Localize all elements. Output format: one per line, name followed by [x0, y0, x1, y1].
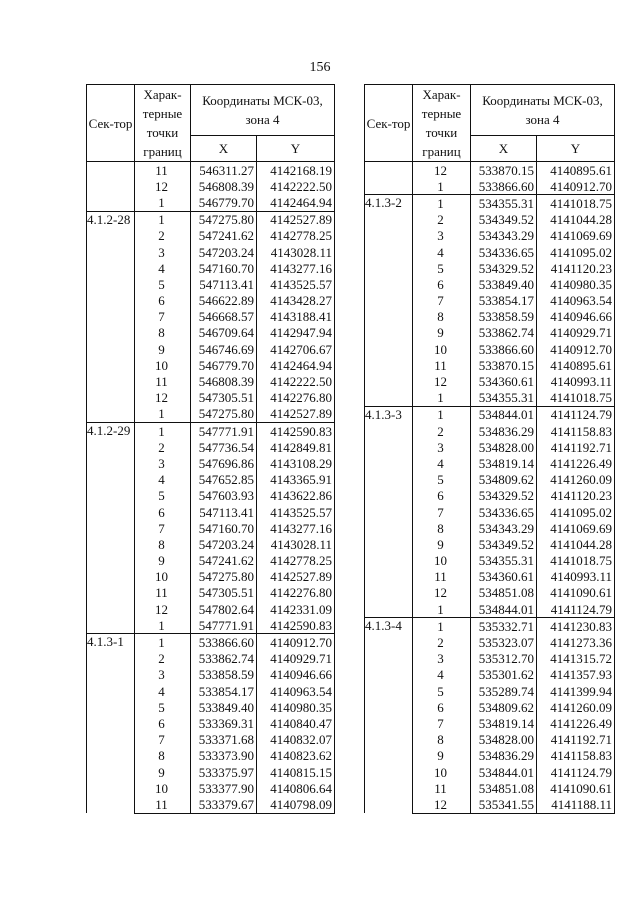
sector-cell: 4.1.3-4 — [365, 618, 413, 813]
header-sector: Сек-тор — [365, 85, 413, 162]
point-cell: 10 — [135, 569, 191, 585]
y-coordinate-cell: 4143028.11 — [257, 244, 335, 260]
point-cell: 11 — [135, 373, 191, 389]
point-cell: 3 — [135, 667, 191, 683]
x-coordinate-cell: 547696.86 — [191, 455, 257, 471]
y-coordinate-cell: 4140980.35 — [537, 276, 615, 292]
x-coordinate-cell: 533870.15 — [471, 162, 537, 179]
point-cell: 1 — [413, 618, 471, 635]
y-coordinate-cell: 4141018.75 — [537, 390, 615, 407]
x-coordinate-cell: 533373.90 — [191, 748, 257, 764]
sector-cell — [365, 162, 413, 195]
point-cell: 1 — [135, 406, 191, 423]
y-coordinate-cell: 4140946.66 — [257, 667, 335, 683]
point-cell: 5 — [135, 488, 191, 504]
point-cell: 12 — [135, 178, 191, 194]
point-cell: 9 — [413, 325, 471, 341]
x-coordinate-cell: 533849.40 — [191, 699, 257, 715]
point-cell: 12 — [135, 601, 191, 617]
x-coordinate-cell: 547275.80 — [191, 211, 257, 228]
x-coordinate-cell: 534844.01 — [471, 764, 537, 780]
x-coordinate-cell: 534851.08 — [471, 780, 537, 796]
y-coordinate-cell: 4141399.94 — [537, 683, 615, 699]
x-coordinate-cell: 535332.71 — [471, 618, 537, 635]
y-coordinate-cell: 4141095.02 — [537, 504, 615, 520]
point-cell: 7 — [413, 293, 471, 309]
y-coordinate-cell: 4142464.94 — [257, 194, 335, 211]
point-cell: 4 — [413, 667, 471, 683]
y-coordinate-cell: 4141044.28 — [537, 536, 615, 552]
x-coordinate-cell: 533371.68 — [191, 732, 257, 748]
table-row — [87, 423, 335, 440]
point-cell: 1 — [413, 390, 471, 407]
y-coordinate-cell: 4141315.72 — [537, 651, 615, 667]
point-cell: 10 — [135, 357, 191, 373]
point-cell: 11 — [135, 796, 191, 813]
x-coordinate-cell: 534329.52 — [471, 260, 537, 276]
y-coordinate-cell: 4140912.70 — [257, 634, 335, 651]
x-coordinate-cell: 534349.52 — [471, 536, 537, 552]
y-coordinate-cell: 4140993.11 — [537, 373, 615, 389]
point-cell: 2 — [413, 634, 471, 650]
y-coordinate-cell: 4142222.50 — [257, 373, 335, 389]
x-coordinate-cell: 533377.90 — [191, 780, 257, 796]
y-coordinate-cell: 4141158.83 — [537, 748, 615, 764]
y-coordinate-cell: 4141226.49 — [537, 715, 615, 731]
x-coordinate-cell: 535312.70 — [471, 651, 537, 667]
point-cell: 2 — [135, 439, 191, 455]
y-coordinate-cell: 4140963.54 — [257, 683, 335, 699]
x-coordinate-cell: 546746.69 — [191, 341, 257, 357]
point-cell: 9 — [413, 748, 471, 764]
x-coordinate-cell: 546808.39 — [191, 373, 257, 389]
y-coordinate-cell: 4141069.69 — [537, 228, 615, 244]
y-coordinate-cell: 4141095.02 — [537, 244, 615, 260]
point-cell: 10 — [413, 341, 471, 357]
y-coordinate-cell: 4142331.09 — [257, 601, 335, 617]
point-cell: 6 — [413, 276, 471, 292]
y-coordinate-cell: 4141018.75 — [537, 553, 615, 569]
sector-cell — [87, 162, 135, 212]
header-points: Харак-терные точки границ — [413, 85, 471, 162]
point-cell: 1 — [135, 211, 191, 228]
y-coordinate-cell: 4141124.79 — [537, 601, 615, 618]
point-cell: 8 — [135, 536, 191, 552]
x-coordinate-cell: 533854.17 — [471, 293, 537, 309]
x-coordinate-cell: 533854.17 — [191, 683, 257, 699]
y-coordinate-cell: 4143428.27 — [257, 293, 335, 309]
point-cell: 2 — [413, 212, 471, 228]
x-coordinate-cell: 546779.70 — [191, 357, 257, 373]
y-coordinate-cell: 4140929.71 — [537, 325, 615, 341]
point-cell: 12 — [413, 796, 471, 813]
x-coordinate-cell: 547160.70 — [191, 520, 257, 536]
point-cell: 5 — [413, 260, 471, 276]
y-coordinate-cell: 4143622.86 — [257, 488, 335, 504]
y-coordinate-cell: 4143277.16 — [257, 260, 335, 276]
header-coordinates: Координаты МСК-03, зона 4 — [191, 85, 335, 136]
point-cell: 7 — [135, 309, 191, 325]
x-coordinate-cell: 534355.31 — [471, 390, 537, 407]
y-coordinate-cell: 4142778.25 — [257, 228, 335, 244]
x-coordinate-cell: 533369.31 — [191, 715, 257, 731]
y-coordinate-cell: 4141260.09 — [537, 472, 615, 488]
x-coordinate-cell: 534336.65 — [471, 504, 537, 520]
y-coordinate-cell: 4141273.36 — [537, 634, 615, 650]
header-coordinates: Координаты МСК-03, зона 4 — [471, 85, 615, 136]
point-cell: 3 — [413, 439, 471, 455]
x-coordinate-cell: 547241.62 — [191, 228, 257, 244]
y-coordinate-cell: 4141124.79 — [537, 406, 615, 423]
point-cell: 9 — [135, 341, 191, 357]
point-cell: 9 — [413, 536, 471, 552]
header-y: Y — [537, 135, 615, 161]
x-coordinate-cell: 534809.62 — [471, 699, 537, 715]
x-coordinate-cell: 534336.65 — [471, 244, 537, 260]
y-coordinate-cell: 4141260.09 — [537, 699, 615, 715]
point-cell: 6 — [413, 488, 471, 504]
point-cell: 11 — [135, 162, 191, 179]
point-cell: 1 — [135, 634, 191, 651]
point-cell: 1 — [135, 194, 191, 211]
table-row — [365, 406, 615, 423]
x-coordinate-cell: 533866.60 — [471, 341, 537, 357]
point-cell: 10 — [135, 780, 191, 796]
point-cell: 8 — [413, 520, 471, 536]
x-coordinate-cell: 534343.29 — [471, 228, 537, 244]
y-coordinate-cell: 4142947.94 — [257, 325, 335, 341]
table-row — [87, 634, 335, 651]
y-coordinate-cell: 4140963.54 — [537, 293, 615, 309]
y-coordinate-cell: 4140806.64 — [257, 780, 335, 796]
x-coordinate-cell: 534828.00 — [471, 439, 537, 455]
x-coordinate-cell: 547802.64 — [191, 601, 257, 617]
x-coordinate-cell: 534355.31 — [471, 553, 537, 569]
point-cell: 3 — [413, 651, 471, 667]
point-cell: 2 — [413, 423, 471, 439]
x-coordinate-cell: 547771.91 — [191, 617, 257, 634]
point-cell: 3 — [413, 228, 471, 244]
table-body — [87, 162, 335, 814]
point-cell: 12 — [413, 585, 471, 601]
x-coordinate-cell: 534360.61 — [471, 569, 537, 585]
x-coordinate-cell: 534844.01 — [471, 601, 537, 618]
y-coordinate-cell: 4141192.71 — [537, 732, 615, 748]
x-coordinate-cell: 535341.55 — [471, 796, 537, 813]
y-coordinate-cell: 4141090.61 — [537, 585, 615, 601]
point-cell: 6 — [135, 715, 191, 731]
x-coordinate-cell: 533866.60 — [471, 178, 537, 195]
table-row — [87, 211, 335, 228]
point-cell: 11 — [413, 357, 471, 373]
x-coordinate-cell: 547275.80 — [191, 569, 257, 585]
y-coordinate-cell: 4140912.70 — [537, 341, 615, 357]
point-cell: 5 — [135, 276, 191, 292]
x-coordinate-cell: 547113.41 — [191, 276, 257, 292]
x-coordinate-cell: 534851.08 — [471, 585, 537, 601]
table-row — [365, 618, 615, 635]
point-cell: 9 — [135, 764, 191, 780]
y-coordinate-cell: 4141158.83 — [537, 423, 615, 439]
point-cell: 10 — [413, 553, 471, 569]
header-x: X — [191, 135, 257, 161]
point-cell: 4 — [135, 260, 191, 276]
point-cell: 2 — [135, 651, 191, 667]
table-body — [365, 162, 615, 814]
y-coordinate-cell: 4142778.25 — [257, 553, 335, 569]
x-coordinate-cell: 534355.31 — [471, 195, 537, 212]
point-cell: 4 — [135, 472, 191, 488]
y-coordinate-cell: 4140895.61 — [537, 162, 615, 179]
point-cell: 7 — [135, 732, 191, 748]
x-coordinate-cell: 533375.97 — [191, 764, 257, 780]
x-coordinate-cell: 547203.24 — [191, 536, 257, 552]
point-cell: 7 — [135, 520, 191, 536]
x-coordinate-cell: 547305.51 — [191, 585, 257, 601]
table-row — [365, 162, 615, 179]
point-cell: 5 — [135, 699, 191, 715]
x-coordinate-cell: 546622.89 — [191, 293, 257, 309]
y-coordinate-cell: 4142168.19 — [257, 162, 335, 179]
y-coordinate-cell: 4143108.29 — [257, 455, 335, 471]
y-coordinate-cell: 4142222.50 — [257, 178, 335, 194]
x-coordinate-cell: 535301.62 — [471, 667, 537, 683]
x-coordinate-cell: 533858.59 — [471, 309, 537, 325]
y-coordinate-cell: 4142590.83 — [257, 617, 335, 634]
y-coordinate-cell: 4143525.57 — [257, 276, 335, 292]
x-coordinate-cell: 534836.29 — [471, 423, 537, 439]
point-cell: 6 — [413, 699, 471, 715]
y-coordinate-cell: 4143525.57 — [257, 504, 335, 520]
x-coordinate-cell: 547652.85 — [191, 472, 257, 488]
coordinates-table-right — [364, 84, 615, 814]
point-cell: 1 — [413, 178, 471, 195]
y-coordinate-cell: 4141188.11 — [537, 796, 615, 813]
x-coordinate-cell: 546779.70 — [191, 194, 257, 211]
point-cell: 1 — [135, 423, 191, 440]
point-cell: 9 — [135, 553, 191, 569]
x-coordinate-cell: 534819.14 — [471, 715, 537, 731]
x-coordinate-cell: 547603.93 — [191, 488, 257, 504]
header-sector: Сек-тор — [87, 85, 135, 162]
y-coordinate-cell: 4141120.23 — [537, 260, 615, 276]
x-coordinate-cell: 547275.80 — [191, 406, 257, 423]
point-cell: 6 — [135, 293, 191, 309]
point-cell: 12 — [413, 373, 471, 389]
x-coordinate-cell: 547203.24 — [191, 244, 257, 260]
y-coordinate-cell: 4141192.71 — [537, 439, 615, 455]
x-coordinate-cell: 534349.52 — [471, 212, 537, 228]
point-cell: 1 — [135, 617, 191, 634]
y-coordinate-cell: 4142276.80 — [257, 390, 335, 406]
x-coordinate-cell: 546668.57 — [191, 309, 257, 325]
x-coordinate-cell: 547771.91 — [191, 423, 257, 440]
y-coordinate-cell: 4142706.67 — [257, 341, 335, 357]
y-coordinate-cell: 4140823.62 — [257, 748, 335, 764]
sector-cell: 4.1.3-3 — [365, 406, 413, 617]
header-x: X — [471, 135, 537, 161]
x-coordinate-cell: 533858.59 — [191, 667, 257, 683]
y-coordinate-cell: 4142527.89 — [257, 406, 335, 423]
point-cell: 6 — [135, 504, 191, 520]
x-coordinate-cell: 533862.74 — [191, 651, 257, 667]
y-coordinate-cell: 4142849.81 — [257, 439, 335, 455]
x-coordinate-cell: 534360.61 — [471, 373, 537, 389]
y-coordinate-cell: 4140895.61 — [537, 357, 615, 373]
sector-cell: 4.1.2-29 — [87, 423, 135, 634]
table-row — [87, 162, 335, 179]
y-coordinate-cell: 4142590.83 — [257, 423, 335, 440]
point-cell: 11 — [135, 585, 191, 601]
x-coordinate-cell: 534329.52 — [471, 488, 537, 504]
point-cell: 8 — [135, 748, 191, 764]
y-coordinate-cell: 4140815.15 — [257, 764, 335, 780]
x-coordinate-cell: 535289.74 — [471, 683, 537, 699]
x-coordinate-cell: 533866.60 — [191, 634, 257, 651]
page-number: 156 — [309, 60, 331, 75]
x-coordinate-cell: 533849.40 — [471, 276, 537, 292]
y-coordinate-cell: 4141230.83 — [537, 618, 615, 635]
y-coordinate-cell: 4140929.71 — [257, 651, 335, 667]
point-cell: 3 — [135, 455, 191, 471]
x-coordinate-cell: 546709.64 — [191, 325, 257, 341]
y-coordinate-cell: 4140912.70 — [537, 178, 615, 195]
x-coordinate-cell: 534828.00 — [471, 732, 537, 748]
point-cell: 1 — [413, 601, 471, 618]
x-coordinate-cell: 547736.54 — [191, 439, 257, 455]
x-coordinate-cell: 534819.14 — [471, 455, 537, 471]
x-coordinate-cell: 533870.15 — [471, 357, 537, 373]
x-coordinate-cell: 535323.07 — [471, 634, 537, 650]
y-coordinate-cell: 4142527.89 — [257, 569, 335, 585]
y-coordinate-cell: 4140798.09 — [257, 796, 335, 813]
point-cell: 8 — [135, 325, 191, 341]
point-cell: 4 — [135, 683, 191, 699]
point-cell: 10 — [413, 764, 471, 780]
sector-cell: 4.1.2-28 — [87, 211, 135, 422]
y-coordinate-cell: 4140946.66 — [537, 309, 615, 325]
header-points: Харак-терные точки границ — [135, 85, 191, 162]
point-cell: 2 — [135, 228, 191, 244]
point-cell: 5 — [413, 683, 471, 699]
x-coordinate-cell: 533862.74 — [471, 325, 537, 341]
point-cell: 8 — [413, 732, 471, 748]
y-coordinate-cell: 4142276.80 — [257, 585, 335, 601]
table-row — [365, 195, 615, 212]
y-coordinate-cell: 4142464.94 — [257, 357, 335, 373]
coordinates-table-left — [86, 84, 335, 814]
y-coordinate-cell: 4141090.61 — [537, 780, 615, 796]
point-cell: 4 — [413, 455, 471, 471]
point-cell: 7 — [413, 504, 471, 520]
point-cell: 11 — [413, 780, 471, 796]
point-cell: 12 — [135, 390, 191, 406]
x-coordinate-cell: 547113.41 — [191, 504, 257, 520]
point-cell: 12 — [413, 162, 471, 179]
point-cell: 1 — [413, 195, 471, 212]
y-coordinate-cell: 4141069.69 — [537, 520, 615, 536]
y-coordinate-cell: 4143188.41 — [257, 309, 335, 325]
y-coordinate-cell: 4141226.49 — [537, 455, 615, 471]
sector-cell: 4.1.3-1 — [87, 634, 135, 813]
y-coordinate-cell: 4141018.75 — [537, 195, 615, 212]
point-cell: 3 — [135, 244, 191, 260]
x-coordinate-cell: 534844.01 — [471, 406, 537, 423]
y-coordinate-cell: 4140980.35 — [257, 699, 335, 715]
y-coordinate-cell: 4143028.11 — [257, 536, 335, 552]
x-coordinate-cell: 534836.29 — [471, 748, 537, 764]
y-coordinate-cell: 4143277.16 — [257, 520, 335, 536]
y-coordinate-cell: 4141124.79 — [537, 764, 615, 780]
point-cell: 8 — [413, 309, 471, 325]
x-coordinate-cell: 547241.62 — [191, 553, 257, 569]
point-cell: 1 — [413, 406, 471, 423]
y-coordinate-cell: 4141120.23 — [537, 488, 615, 504]
x-coordinate-cell: 547305.51 — [191, 390, 257, 406]
point-cell: 7 — [413, 715, 471, 731]
point-cell: 4 — [413, 244, 471, 260]
y-coordinate-cell: 4143365.91 — [257, 472, 335, 488]
sector-cell: 4.1.3-2 — [365, 195, 413, 406]
x-coordinate-cell: 547160.70 — [191, 260, 257, 276]
x-coordinate-cell: 533379.67 — [191, 796, 257, 813]
y-coordinate-cell: 4140832.07 — [257, 732, 335, 748]
point-cell: 5 — [413, 472, 471, 488]
x-coordinate-cell: 534809.62 — [471, 472, 537, 488]
y-coordinate-cell: 4140840.47 — [257, 715, 335, 731]
header-y: Y — [257, 135, 335, 161]
y-coordinate-cell: 4140993.11 — [537, 569, 615, 585]
y-coordinate-cell: 4141044.28 — [537, 212, 615, 228]
x-coordinate-cell: 546808.39 — [191, 178, 257, 194]
y-coordinate-cell: 4141357.93 — [537, 667, 615, 683]
x-coordinate-cell: 546311.27 — [191, 162, 257, 179]
y-coordinate-cell: 4142527.89 — [257, 211, 335, 228]
point-cell: 11 — [413, 569, 471, 585]
x-coordinate-cell: 534343.29 — [471, 520, 537, 536]
